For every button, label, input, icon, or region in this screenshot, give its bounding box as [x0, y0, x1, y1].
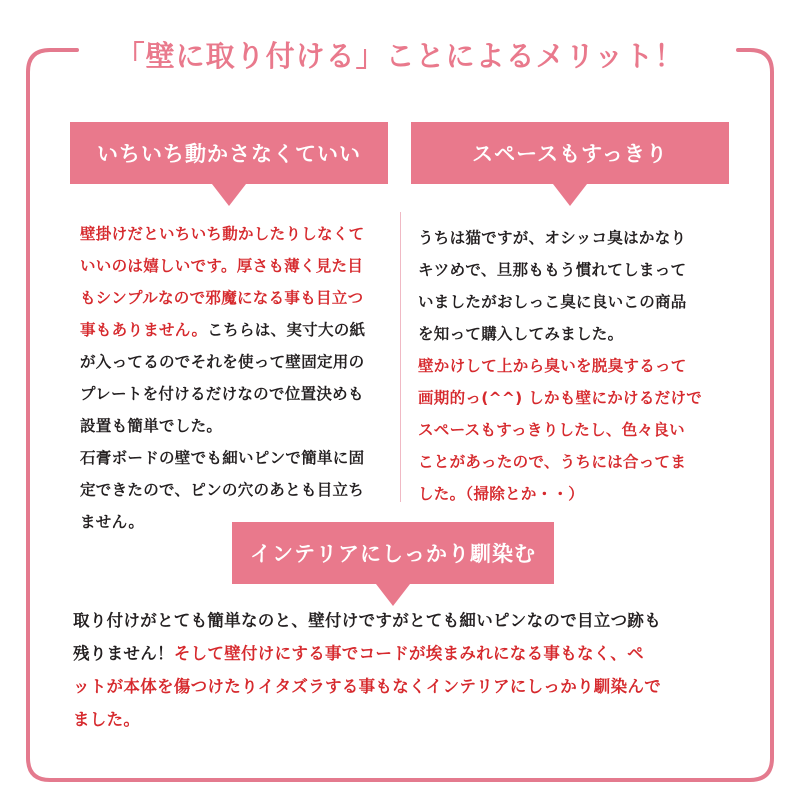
right-highlight-line: 画期的っ(^^) しかも壁にかけるだけで [418, 389, 703, 407]
left-body-line: ません。 [80, 513, 145, 531]
left-body-line: 定できたので、ピンの穴のあとも目立ち [80, 481, 365, 499]
right-body-line: うちは猫ですが、オシッコ臭はかなり [418, 229, 687, 247]
page-title: 「壁に取り付ける」ことによるメリット！ [115, 39, 685, 73]
banner-bottom-title: インテリアにしっかり馴染む [250, 542, 536, 566]
right-body-line: いましたがおしっこ臭に良いこの商品 [418, 293, 687, 311]
bottom-paragraph [73, 604, 733, 736]
left-body-start: こちらは、実寸大の紙 [207, 321, 366, 339]
right-highlight-line: ことがあったので、うちには合ってま [418, 453, 687, 471]
column-divider [400, 212, 401, 502]
bottom-highlight-line: ました。 [73, 710, 141, 729]
left-body-line: プレートを付けるだけなので位置決めも [80, 385, 364, 403]
banner-bottom [232, 522, 554, 584]
left-highlight-end: 事もありません。 [80, 321, 208, 339]
right-body-line: キツめで、旦那ももう慣れてしまって [418, 261, 687, 279]
bottom-highlight-start: そして壁付けにする事でコードが埃まみれになる事もなく、ペ [173, 644, 644, 663]
left-highlight-line: 壁掛けだといちいち動かしたりしなくて [80, 225, 365, 243]
right-highlight-line: した。（掃除とか・・） [418, 485, 585, 503]
banner-left-title: いちいち動かさなくていい [97, 142, 361, 166]
banner-bottom-arrow [376, 584, 410, 606]
left-body-line: 石膏ボードの壁でも細いピンで簡単に固 [80, 449, 365, 467]
right-highlight-line: スペースもすっきりしたし、色々良い [418, 421, 685, 439]
banner-left [70, 122, 388, 184]
right-paragraph [418, 222, 738, 510]
right-highlight-line: 壁かけして上から臭いを脱臭するって [418, 357, 687, 375]
banner-right-arrow [553, 184, 587, 206]
left-body-line: 設置も簡単でした。 [80, 417, 223, 435]
right-body-line: を知って購入してみました。 [418, 325, 624, 343]
banner-right [411, 122, 729, 184]
banner-left-arrow [212, 184, 246, 206]
bottom-body-line: 取り付けがとても簡単なのと、壁付けですがとても細いピンなので目立つ跡も [73, 611, 661, 630]
banner-right-title: スペースもすっきり [472, 142, 668, 166]
left-highlight-line: いいのは嬉しいです。厚さも薄く見た目 [80, 257, 364, 275]
left-mixed-line [80, 314, 390, 346]
left-paragraph-1 [80, 218, 390, 442]
left-highlight-line: もシンプルなので邪魔になる事も目立つ [80, 289, 364, 307]
bottom-highlight-line: ットが本体を傷つけたりイタズラする事もなくインテリアにしっかり馴染んで [73, 677, 661, 696]
bottom-mixed-line [73, 637, 733, 670]
bottom-body-end: 残りません！ [73, 644, 174, 663]
left-body-line: が入ってるのでそれを使って壁固定用の [80, 353, 365, 371]
